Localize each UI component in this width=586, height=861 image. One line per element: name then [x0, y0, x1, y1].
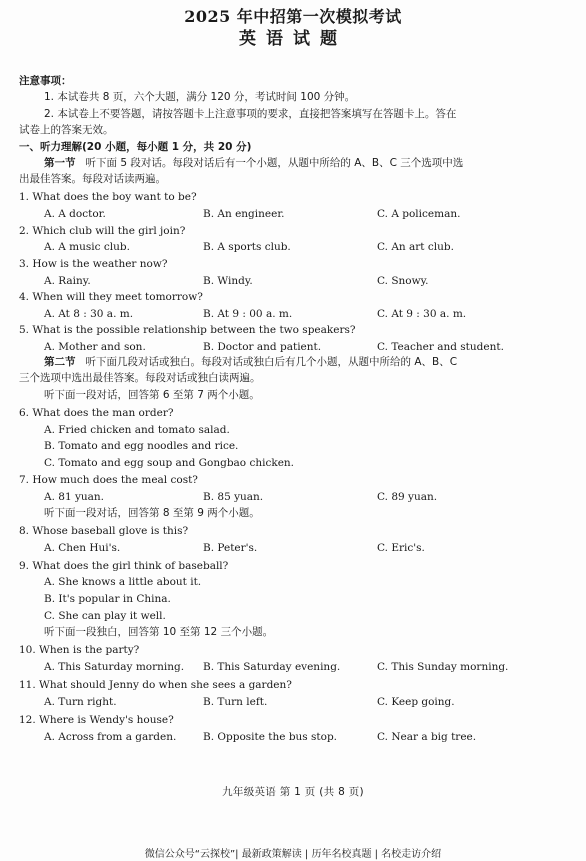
question-5: 5. What is the possible relationship between the two speakers? [19, 324, 356, 336]
question-6-option-c: C. Tomato and egg soup and Gongbao chicken. [44, 457, 295, 469]
question-3-option-c: C. Snowy. [377, 275, 429, 287]
section-heading-listening: 一、听力理解(20 小题，每小题 1 分，共 20 分) [19, 141, 252, 153]
question-8-option-a: A. Chen Hui's. [44, 542, 121, 554]
question-5-option-b: B. Doctor and patient. [203, 341, 322, 353]
wechat-banner: 微信公众号“云探校”| 最新政策解读 | 历年名校真题 | 名校走访介绍 [144, 849, 442, 860]
question-10-option-c: C. This Sunday morning. [377, 661, 509, 673]
question-6: 6. What does the man order? [19, 407, 174, 419]
question-3: 3. How is the weather now? [19, 258, 168, 270]
notice-item-2-line-2: 试卷上的答案无效。 [19, 124, 114, 136]
question-1-option-a: A. A doctor. [44, 208, 106, 220]
question-4-option-b: B. At 9 : 00 a. m. [203, 308, 293, 320]
question-1-option-b: B. An engineer. [203, 208, 285, 220]
question-9-option-b: B. It's popular in China. [44, 593, 171, 605]
question-12: 12. Where is Wendy's house? [19, 714, 174, 726]
question-12-option-b: B. Opposite the bus stop. [203, 731, 338, 743]
question-11: 11. What should Jenny do when she sees a garden? [19, 679, 292, 691]
question-10: 10. When is the party? [19, 644, 140, 656]
part2-instructions-line-2: 三个选项中选出最佳答案。每段对话或独白读两遍。 [19, 372, 261, 384]
question-6-option-a: A. Fried chicken and tomato salad. [44, 424, 230, 436]
part1-instructions-line-2: 出最佳答案。每段对话读两遍。 [19, 173, 166, 185]
listening-note-q10-q12: 听下面一段独白，回答第 10 至第 12 三个小题。 [44, 626, 274, 638]
question-5-option-c: C. Teacher and student. [377, 341, 504, 353]
question-11-option-c: C. Keep going. [377, 696, 455, 708]
part2-instructions-line-1 [44, 356, 457, 369]
question-7: 7. How much does the meal cost? [19, 474, 198, 486]
question-2-option-b: B. A sports club. [203, 241, 291, 253]
question-5-option-a: A. Mother and son. [44, 341, 146, 353]
listening-note-q8-q9: 听下面一段对话，回答第 8 至第 9 两个小题。 [44, 507, 260, 519]
part1-instructions-text: 听下面 5 段对话。每段对话后有一个小题，从题中所给的 A、B、C 三个选项中选 [85, 157, 464, 169]
part1-instructions-line-1 [44, 157, 463, 170]
question-4-option-a: A. At 8 : 30 a. m. [44, 308, 134, 320]
question-8-option-b: B. Peter's. [203, 542, 258, 554]
exam-title: 2025 年中招第一次模拟考试 [184, 7, 402, 26]
question-9: 9. What does the girl think of baseball? [19, 560, 229, 572]
question-3-option-b: B. Windy. [203, 275, 253, 287]
question-6-option-b: B. Tomato and egg noodles and rice. [44, 440, 239, 452]
question-9-option-a: A. She knows a little about it. [44, 576, 202, 588]
part1-label: 第一节 [44, 157, 76, 169]
question-11-option-b: B. Turn left. [203, 696, 268, 708]
question-11-option-a: A. Turn right. [44, 696, 117, 708]
question-4: 4. When will they meet tomorrow? [19, 291, 203, 303]
question-7-option-b: B. 85 yuan. [203, 491, 264, 503]
question-2: 2. Which club will the girl join? [19, 225, 186, 237]
part2-instructions-text: 听下面几段对话或独白。每段对话或独白后有几个小题，从题中所给的 A、B、C [85, 356, 458, 368]
question-9-option-c: C. She can play it well. [44, 610, 166, 622]
question-10-option-a: A. This Saturday morning. [44, 661, 185, 673]
notice-heading: 注意事项： [19, 75, 72, 87]
question-12-option-c: C. Near a big tree. [377, 731, 477, 743]
question-1-option-c: C. A policeman. [377, 208, 461, 220]
listening-note-q6-q7: 听下面一段对话，回答第 6 至第 7 两个小题。 [44, 389, 260, 401]
question-2-option-c: C. An art club. [377, 241, 454, 253]
question-7-option-a: A. 81 yuan. [44, 491, 105, 503]
question-8-option-c: C. Eric's. [377, 542, 425, 554]
page-footer: 九年级英语 第 1 页 (共 8 页) [222, 786, 364, 798]
question-1: 1. What does the boy want to be? [19, 191, 197, 203]
question-2-option-a: A. A music club. [44, 241, 130, 253]
question-3-option-a: A. Rainy. [44, 275, 91, 287]
question-8: 8. Whose baseball glove is this? [19, 525, 189, 537]
notice-item-2-line-1: 2. 本试卷上不要答题，请按答题卡上注意事项的要求，直接把答案填写在答题卡上。答在 [44, 108, 457, 120]
exam-subject-title: 英语试题 [239, 29, 347, 49]
question-7-option-c: C. 89 yuan. [377, 491, 438, 503]
question-12-option-a: A. Across from a garden. [44, 731, 177, 743]
notice-item-1: 1. 本试卷共 8 页，六个大题，满分 120 分，考试时间 100 分钟。 [44, 91, 356, 103]
part2-label: 第二节 [44, 356, 76, 368]
question-10-option-b: B. This Saturday evening. [203, 661, 341, 673]
question-4-option-c: C. At 9 : 30 a. m. [377, 308, 467, 320]
